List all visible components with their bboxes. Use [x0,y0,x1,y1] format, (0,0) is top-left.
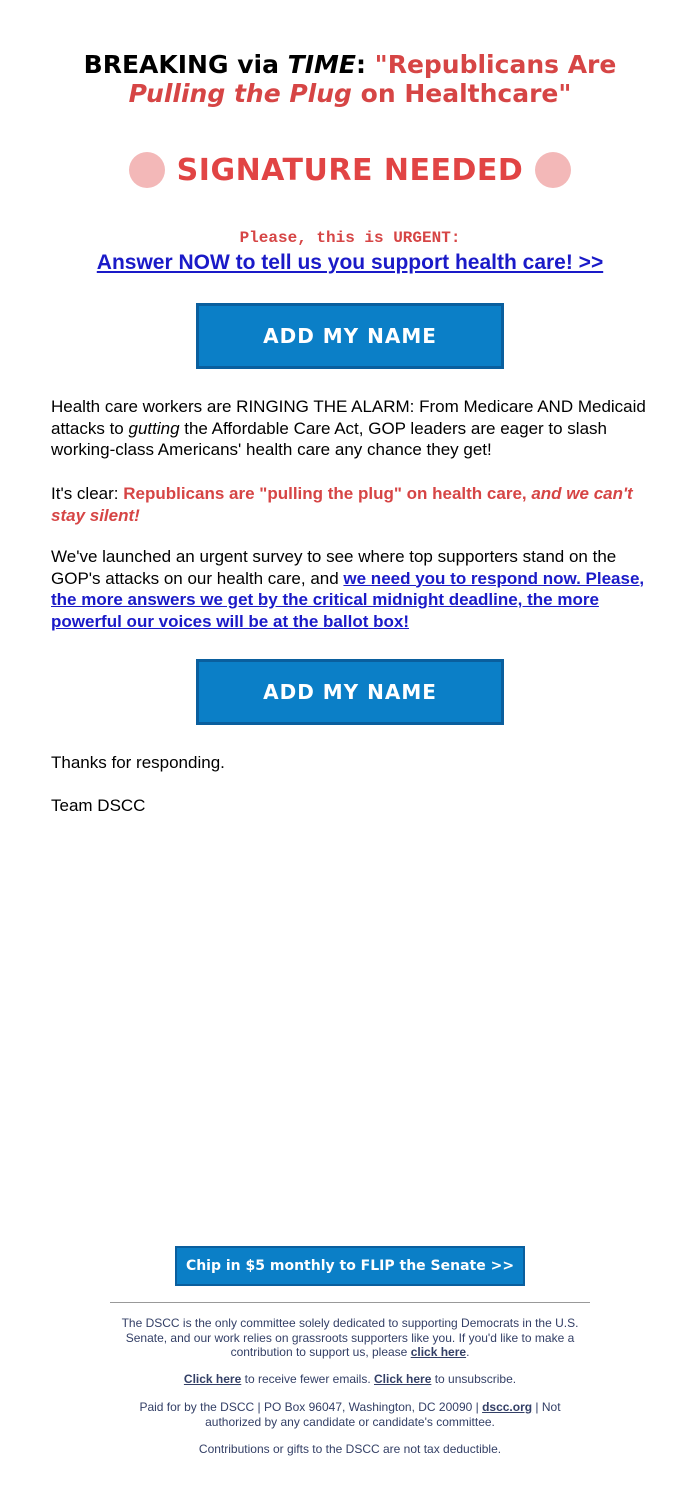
p1-gutting: gutting [128,418,180,438]
left-dot-icon [129,152,165,188]
add-my-name-button-2[interactable]: ADD MY NAME [196,659,504,725]
p2-italic-text: and we can't stay silent! [51,484,633,525]
right-dot-icon [535,152,571,188]
p2-red-text: Republicans are "pulling the plug" on health care, [123,484,532,503]
p2-text-a: It's clear: [51,484,124,503]
fewer-emails-link[interactable]: Click here [183,1372,242,1386]
headline-breaking: BREAKING via [83,50,288,79]
unsubscribe-link[interactable]: Click here [374,1372,432,1386]
headline-end: on Healthcare" [351,79,572,108]
signature-needed-text: SIGNATURE NEEDED [176,152,524,188]
answer-link-wrap [0,250,700,275]
p1-text-a: Health care workers are RINGING THE ALARM: From Medicare AND Medicaid attacks to [51,397,646,438]
add-my-name-button[interactable]: ADD MY NAME [196,303,504,369]
footer-email-prefs [110,1372,590,1387]
unsubscribe-text: to unsubscribe. [431,1372,517,1386]
p3-text-a: We've launched an urgent survey to see where top supporters stand on the GOP's attacks on our health care, and [51,547,617,588]
signature-banner [0,148,700,192]
paragraph-2 [51,483,651,526]
p1-text-b: the Affordable Care Act, GOP leaders are eager to slash working-class Americans' health care any chance they get! [51,418,607,459]
headline-colon: : [355,50,375,79]
footer-about-text: The DSCC is the only committee solely dedicated to supporting Democrats in the U.S. Senate, and our work relies on grassroots supporters like you. If you'd like to make a contribution to support us, please [121,1316,579,1359]
answer-now-link[interactable]: Answer NOW to tell us you support health care! >> [96,251,604,274]
headline-quote-start: "Republicans Are [374,50,617,79]
paragraph-1 [51,396,651,461]
respond-now-link[interactable]: we need you to respond now. Please, the more answers we get by the critical midnight deadline, the more powerful our voices will be at the ballot box! [51,568,645,631]
footer-about [110,1316,590,1360]
footer-tax: Contributions or gifts to the DSCC are not tax deductible. [198,1442,502,1456]
urgent-text: Please, this is URGENT: [239,229,461,247]
not-authorized-text: | Not authorized by any candidate or candidate's committee. [205,1400,561,1429]
dscc-site-link[interactable]: dscc.org [482,1400,533,1414]
paragraph-3 [51,546,651,632]
headline-pulling: Pulling the Plug [128,79,352,108]
signoff-text: Team DSCC [51,796,146,815]
thanks-text: Thanks for responding. [51,753,225,772]
footer-paid-for [110,1400,590,1429]
headline-time: TIME [287,50,356,79]
footer-divider [110,1302,590,1303]
contribute-link[interactable]: click here [410,1345,467,1359]
paid-for-text: Paid for by the DSCC | PO Box 96047, Washington, DC 20090 | [139,1400,483,1414]
fewer-emails-text: to receive fewer emails. [241,1372,374,1386]
chip-in-button[interactable]: Chip in $5 monthly to FLIP the Senate >> [175,1246,525,1286]
footer-about-end: . [466,1345,470,1359]
headline [0,50,700,108]
